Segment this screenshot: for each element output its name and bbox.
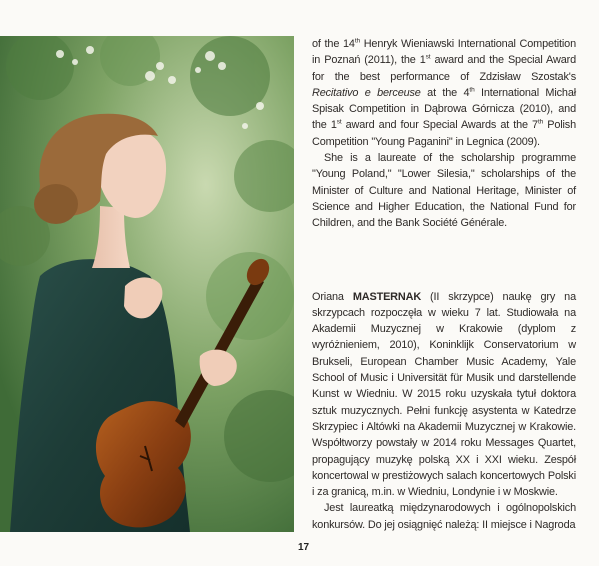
english-paragraph-awards: of the 14th Henryk Wieniawski International Competition in Poznań (2011), the 1st award and the Special Award for the best performance of Zdzisław Szostak's Recitativo e berceuse at the 4th International Michał Spisak Competition in Dąbrowa Górnicza (2010), and the 1st award and four Special Awards at the 7th Polish Competition "Young Paganini" in Legnica (2009).	[312, 37, 576, 148]
page-number: 17	[297, 542, 310, 553]
polish-paragraph-laureate: Jest laureatką międzynarodowych i ogólnopolskich konkursów. Do jej osiągnięć należą: II miejsce i Nagroda	[312, 502, 576, 531]
polish-paragraph-biography: Oriana MASTERNAK (II skrzypce) naukę gry na skrzypcach rozpoczęła w wieku 7 lat. Studiowała na Akademii Muzycznej w Krakowie (dyplom z wyróżnieniem, 2010), Koninklijk Conservatorium w Brukseli, European Chamber Music Academy, Yale School of Music i Universität für Musik und darstellende Kunst w Wiedniu. W 2015 roku uzyskała tytuł doktora sztuk muzycznych. Pełni funkcję asystenta w Katedrze Skrzypiec i Altówki na Akademii Muzycznej w Krakowie. Współtworzy powstały w 2014 roku Messages Quartet, propagujący muzykę polską XX i XXI wieku. Zespół koncertowal w prestiżowych salach koncertowych Polski i za granicą, m.in. w Wiedniu, Londynie i w Moskwie.	[312, 290, 576, 499]
violinist-photo	[0, 36, 294, 532]
paragraph-gap	[312, 232, 576, 289]
violinist-illustration	[0, 36, 294, 532]
english-paragraph-scholarships: She is a laureate of the scholarship programme "Young Poland," "Lower Silesia," scholarships of the Minister of Culture and National Heritage, Minister of Science and Higher Education, the National Fund for Children, and the Bank Société Générale.	[312, 152, 576, 230]
biography-column	[312, 36, 576, 533]
